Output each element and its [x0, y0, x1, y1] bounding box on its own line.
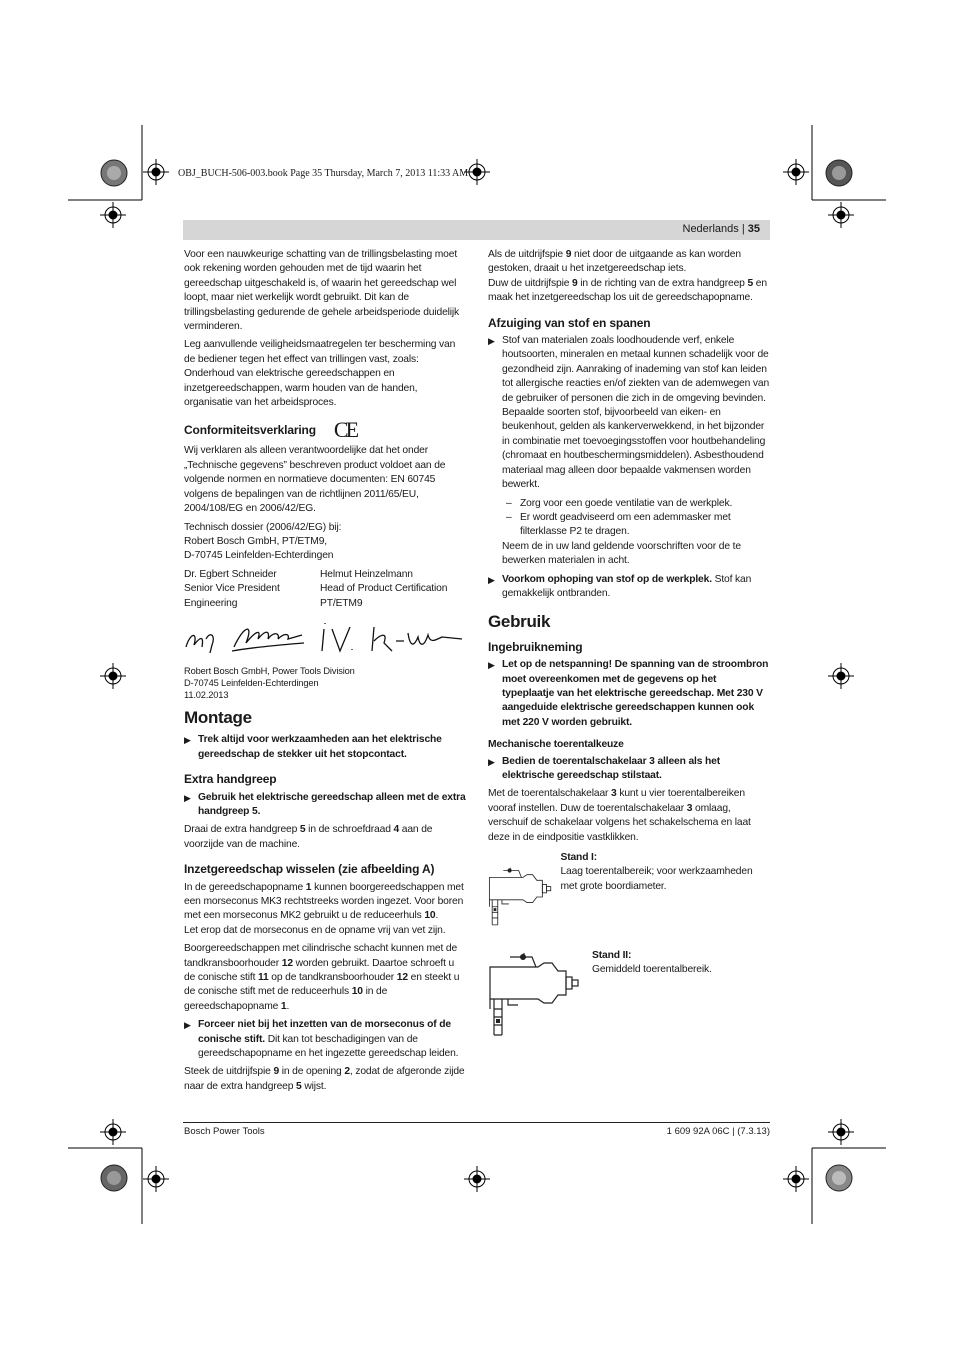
paragraph: Let erop dat de morseconus en de opname vrij van vet zijn. [184, 924, 446, 936]
signatory-1-title: Senior Vice President [184, 583, 280, 595]
left-column [184, 248, 466, 1098]
paragraph: Bepaalde soorten stof, bijvoorbeeld van eiken- en beukenhout, gelden als kankerverwekkend, in het bijzonder in combinatie met toevoegingsstoffen voor houtbehandeling (chromaat en houtbeschermingsmiddelen). Asbesthoudend materiaal mag alleen door bepaalde vakmensen worden bewerkt. [502, 407, 766, 491]
address-date: 11.02.2013 [184, 689, 229, 700]
list-item: – Er wordt geadviseerd om een ademmasker met filterklasse P2 te dragen. [506, 511, 731, 538]
bullet-arrow-icon: ▶ [184, 792, 191, 803]
paragraph: Robert Bosch GmbH, PT/ETM9, [184, 535, 328, 547]
footer-left: Bosch Power Tools [184, 1126, 265, 1137]
paragraph: Boorgereedschappen met cilindrische schacht kunnen met de tandkransboorhouder 12 worden gebruikt. Daartoe schroeft u de conische stift 11 op de tandkransboorhouder 12 en steekt u de conische stift met de reduceerhuls 10 in de gereedschapopname 1. [184, 943, 460, 1012]
paragraph: D-70745 Leinfelden-Echterdingen [184, 550, 334, 562]
speed-setting-1 [488, 851, 770, 943]
section-heading-tool-change: Inzetgereedschap wisselen (zie afbeelding A) [184, 862, 435, 877]
paragraph: Neem de in uw land geldende voorschriften voor de te bewerken materialen in acht. [502, 540, 741, 567]
setting-title: Stand I: [560, 852, 598, 864]
warning-bullet: ▶ Voorkom ophoping van stof op de werkplek. Stof kan gemakkelijk ontbranden. [488, 573, 752, 599]
bullet-arrow-icon: ▶ [488, 756, 495, 767]
paragraph: Technisch dossier (2006/42/EG) bij: [184, 521, 342, 533]
section-heading-conformity: Conformiteitsverklaring [184, 423, 316, 438]
address-line: D-70745 Leinfelden-Echterdingen [184, 677, 319, 688]
ce-mark: CE [333, 417, 357, 443]
warning-bullet: ▶ Let op de netspanning! De spanning van de stroombron moet overeenkomen met de gegevens op het typeplaatje van het elektrische gereedschap. Met 230 V aangeduide elektrische gereedschappen kunnen ook met 220 V worden gebruikt. [488, 659, 769, 728]
setting-title: Stand II: [592, 950, 632, 962]
bullet-arrow-icon: ▶ [184, 735, 191, 746]
signatory-2-title: Head of Product Certification [320, 583, 448, 595]
handwritten-signatures [184, 617, 466, 659]
signatories [184, 568, 466, 611]
footer-rule [183, 1122, 770, 1123]
footer-right: 1 609 92A 06C | (7.3.13) [666, 1126, 770, 1137]
paragraph: Duw de uitdrijfspie 9 in de richting van de extra handgreep 5 en maak het inzetgereedschap los uit de gereedschapopname. [488, 277, 767, 304]
list-item: – Zorg voor een goede ventilatie van de werkplek. [506, 497, 733, 509]
subsection-heading-speed: Mechanische toerentalkeuze [488, 739, 624, 751]
paragraph: Als de uitdrijfspie 9 niet door de uitgaande as kan worden gestoken, draait u het inzetgereedschap iets. [488, 249, 741, 275]
section-heading-gebruik: Gebruik [488, 612, 551, 632]
signatory-1-name: Dr. Egbert Schneider [184, 568, 277, 580]
print-slug: OBJ_BUCH-506-003.book Page 35 Thursday, March 7, 2013 11:33 AM [178, 168, 469, 179]
paragraph: Draai de extra handgreep 5 in de schroefdraad 4 aan de voorzijde van de machine. [184, 824, 433, 850]
paragraph: Met de toerentalschakelaar 3 kunt u vier toerentalbereiken vooraf instellen. Duw de toerentalschakelaar 3 omlaag, verschuif de schakelaar volgens het schakelschema en laat deze in de eindpositie vastklikken. [488, 788, 751, 843]
section-heading-montage: Montage [184, 707, 252, 727]
section-heading-startup: Ingebruikneming [488, 639, 583, 654]
bullet-arrow-icon: ▶ [184, 1020, 191, 1031]
signatory-2-dept: PT/ETM9 [320, 597, 363, 609]
setting-description: Gemiddeld toerentalbereik. [592, 964, 712, 976]
page-header: Nederlands | 35 [682, 223, 760, 235]
drill-gear-diagram-icon [488, 949, 592, 1041]
paragraph: In de gereedschapopname 1 kunnen boorgereedschappen met een morseconus MK3 rechtstreeks worden ingezet. Voor boren met een morseconus MK2 gebruikt u de reduceerhuls 10. [184, 881, 464, 922]
company-address [184, 665, 466, 701]
warning-bullet: ▶ Forceer niet bij het inzetten van de morseconus of de conische stift. Dit kan tot beschadigingen van de gereedschapopname en het ingezette gereedschap leiden. [184, 1019, 459, 1060]
signatory-2-name: Helmut Heinzelmann [320, 568, 413, 580]
drill-gear-diagram-icon [488, 851, 560, 943]
page-number: 35 [747, 223, 760, 235]
bullet-arrow-icon: ▶ [488, 660, 495, 671]
right-column [488, 248, 770, 1041]
speed-setting-2 [488, 949, 770, 1041]
section-heading-dust: Afzuiging van stof en spanen [488, 315, 651, 330]
warning-bullet: ▶ Trek altijd voor werkzaamheden aan het elektrische gereedschap de stekker uit het stopcontact. [184, 734, 442, 760]
paragraph: Leg aanvullende veiligheidsmaatregelen ter bescherming van de bediener tegen het effect van trillingen vast, zoals: Onderhoud van elektrische gereedschappen en inzetgereedschappen, warm houden van de handen, organisatie van het arbeidsproces. [184, 339, 456, 409]
signatory-1-dept: Engineering [184, 597, 238, 609]
paragraph: Wij verklaren als alleen verantwoordelijke dat het onder „Technische gegevens” beschreven product voldoet aan de volgende normen en normatieve documenten: EN 60745 volgens de bepalingen van de richtlijnen 2011/65/EU, 2004/108/EG en 2006/42/EG. [184, 445, 446, 515]
warning-bullet: ▶ Gebruik het elektrische gereedschap alleen met de extra handgreep 5. [184, 791, 466, 817]
setting-description: Laag toerentalbereik; voor werkzaamheden met grote boordiameter. [560, 866, 753, 892]
section-heading-extra-handle: Extra handgreep [184, 772, 277, 787]
bullet-arrow-icon: ▶ [488, 336, 495, 347]
header-language: Nederlands [682, 223, 739, 235]
address-line: Robert Bosch GmbH, Power Tools Division [184, 665, 355, 676]
paragraph: Voor een nauwkeurige schatting van de trillingsbelasting moet ook rekening worden gehouden met de tijd waarin het gereedschap uitgeschakeld is, of waarin het gereedschap wel loopt, maar niet werkelijk wordt gebruikt. Dit kan de trillingsbelasting gedurende de gehele arbeidsperiode duidelijk verminderen. [184, 249, 460, 333]
warning-bullet: ▶ Stof van materialen zoals loodhoudende verf, enkele houtsoorten, mineralen en metaal kunnen schadelijk voor de gezondheid zijn. Aanraking of inademing van stof kan leiden tot allergische reacties en/of ziekten van de ademwegen van de gebruiker of personen die zich in de omgeving bevinden. [488, 335, 770, 404]
paragraph: Steek de uitdrijfspie 9 in de opening 2, zodat de afgeronde zijde naar de extra handgreep 5 wijst. [184, 1066, 465, 1092]
bullet-arrow-icon: ▶ [488, 574, 495, 585]
warning-bullet: ▶ Bedien de toerentalschakelaar 3 alleen als het elektrische gereedschap stilstaat. [488, 755, 721, 781]
